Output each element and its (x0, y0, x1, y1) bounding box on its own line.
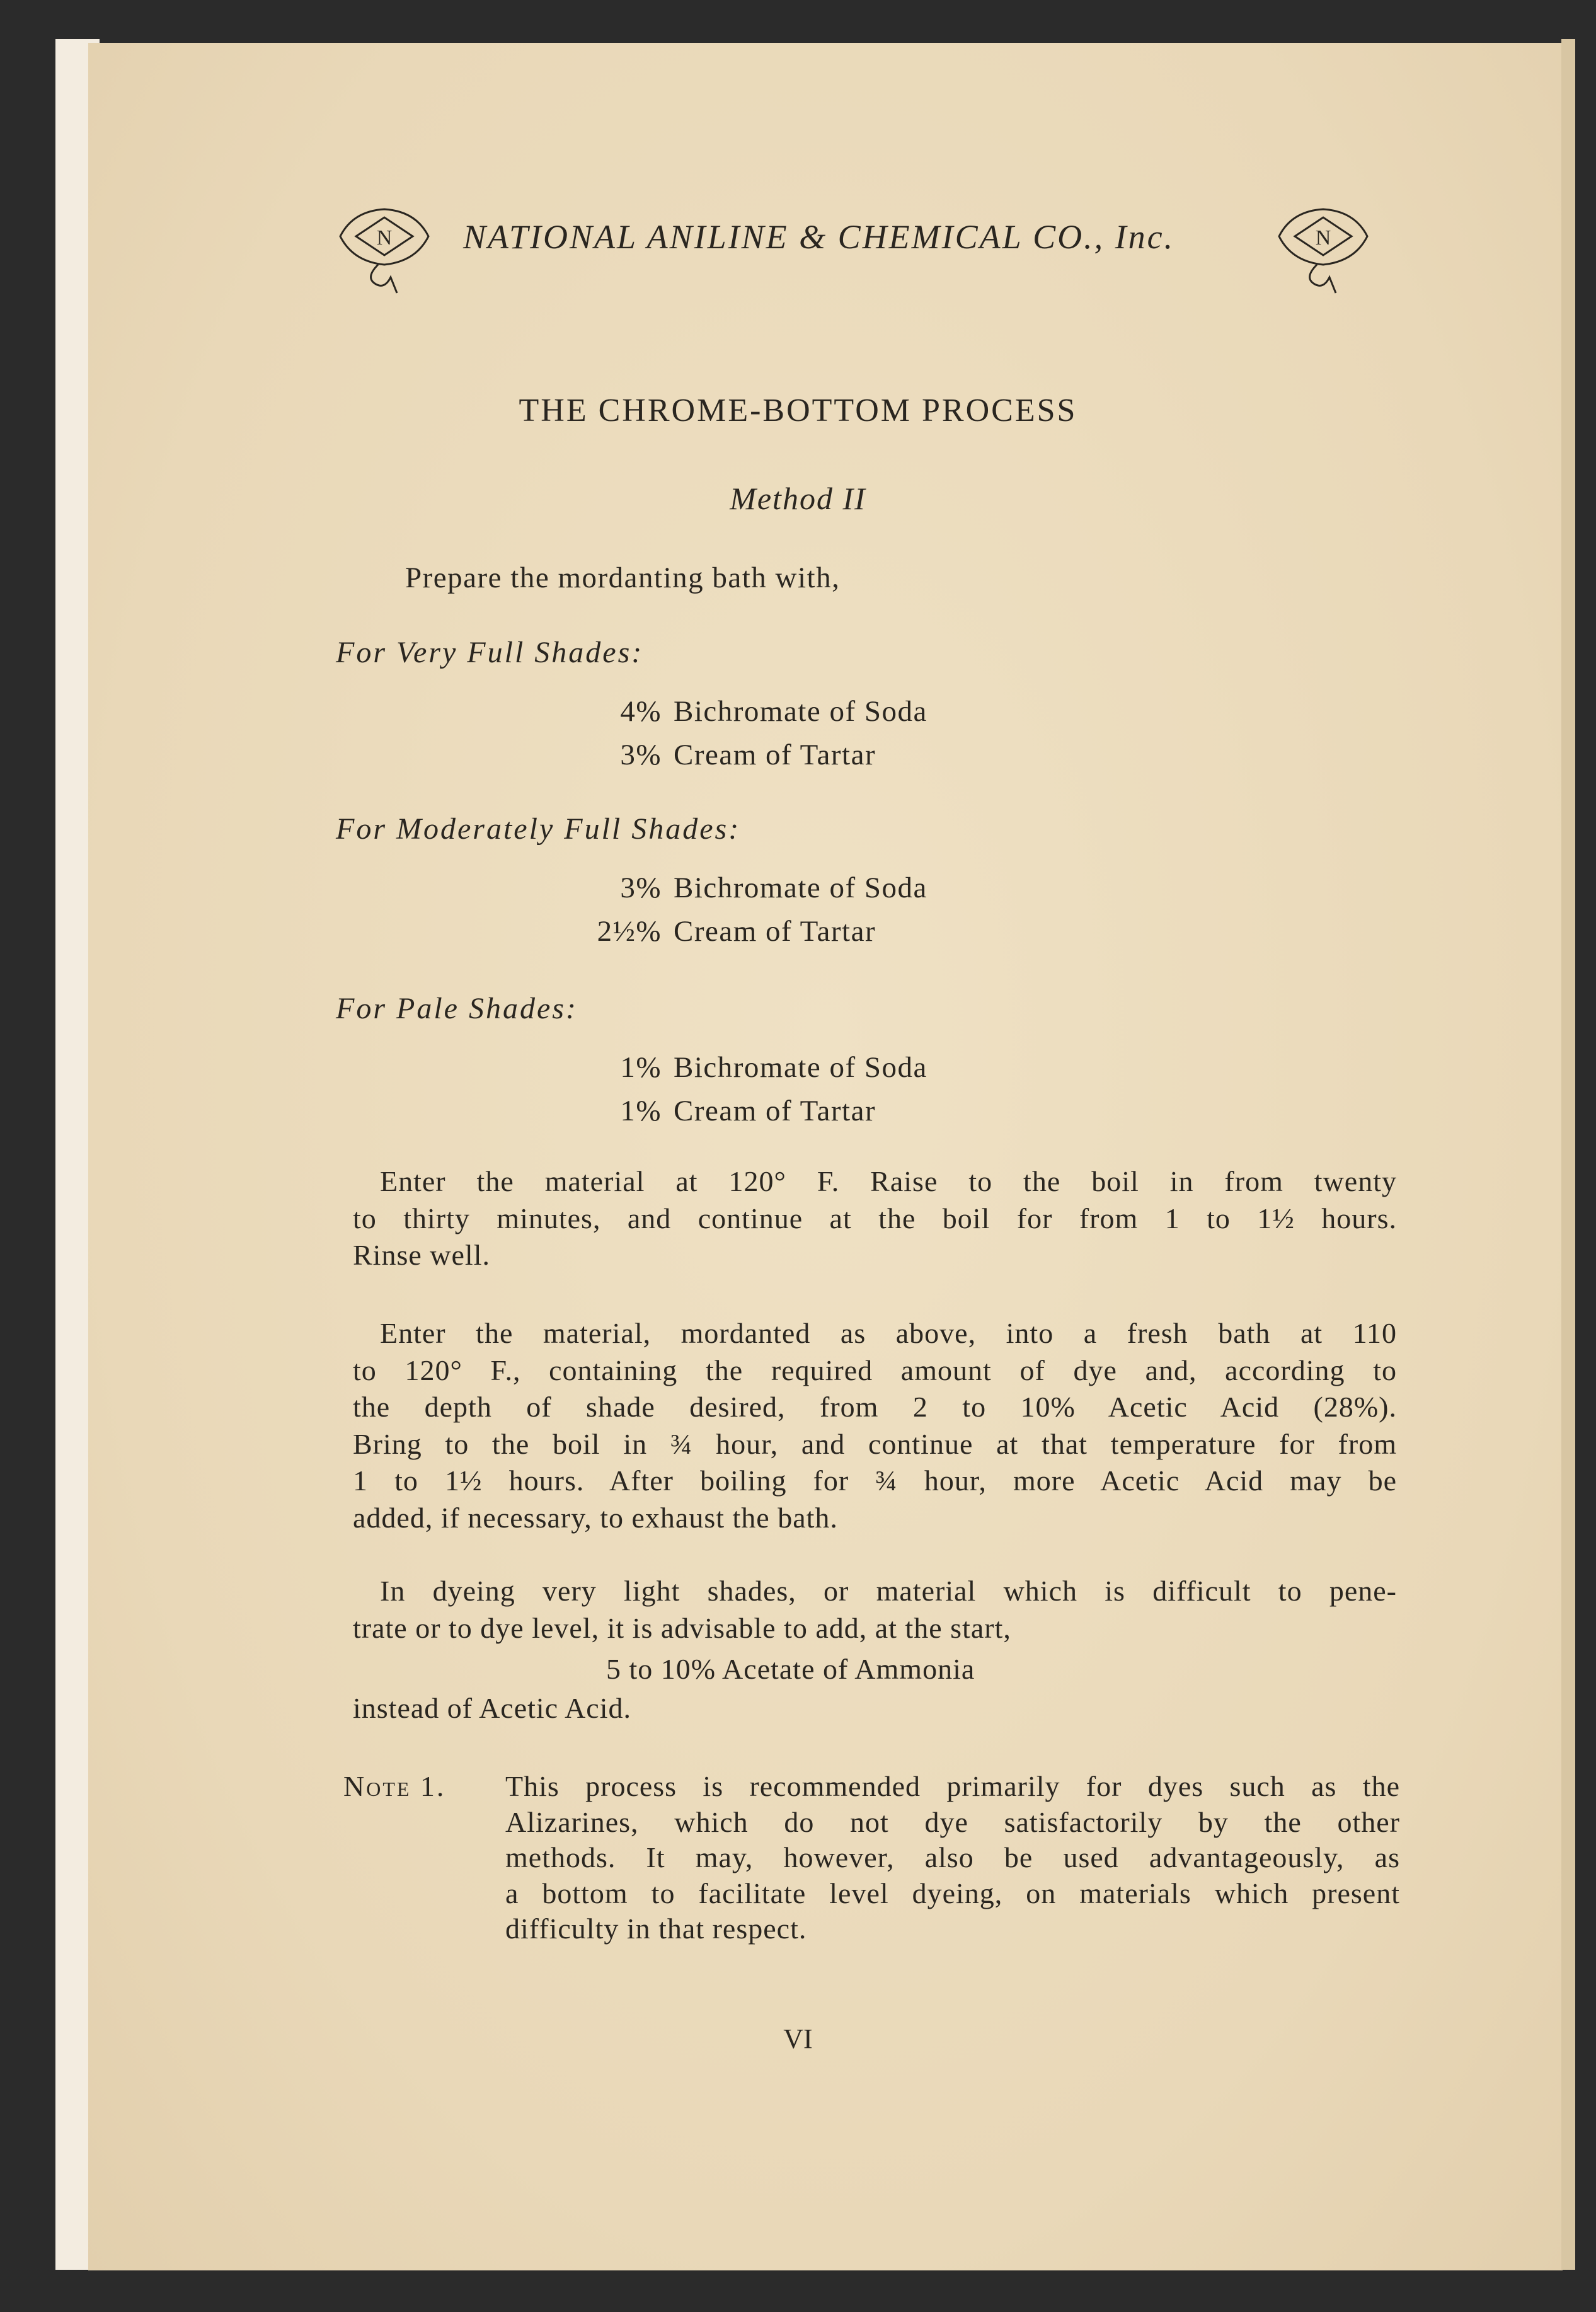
ammonia-line: 5 to 10% Acetate of Ammonia (606, 1653, 975, 1685)
svg-text:N: N (1315, 226, 1331, 250)
note-line: Alizarines, which do not dye satisfactorily by the other (505, 1805, 1400, 1838)
paragraph-line: Enter the material at 120° F. Raise to the boil in from twenty (380, 1165, 1397, 1197)
note-line: This process is recommended primarily for dyes such as the (505, 1770, 1400, 1802)
note-line: a bottom to facilitate level dyeing, on materials which present (505, 1877, 1400, 1909)
ingredient-name: Cream of Tartar (674, 1095, 876, 1127)
paragraph-line: Bring to the boil in ¾ hour, and continue at that temperature for from (353, 1427, 1397, 1460)
ingredient-name: Bichromate of Soda (674, 1051, 927, 1084)
ingredient-percent: 1% (620, 1095, 662, 1127)
ingredient-percent: 1% (620, 1051, 662, 1084)
ingredient-name: Cream of Tartar (674, 739, 876, 771)
national-dyes-logo-right (1266, 202, 1380, 296)
national-dyes-logo-left (328, 202, 441, 296)
recipe-heading: For Moderately Full Shades: (336, 812, 741, 846)
intro-text: Prepare the mordanting bath with, (405, 561, 841, 594)
note-line: difficulty in that respect. (505, 1912, 807, 1945)
paragraph-line: trate or to dye level, it is advisable to add, at the start, (353, 1611, 1011, 1644)
ingredient-name: Cream of Tartar (674, 915, 876, 948)
ingredient-percent: 3% (620, 739, 662, 771)
method-subtitle: Method II (730, 481, 866, 516)
paragraph-line: Enter the material, mordanted as above, into a fresh bath at 110 (380, 1317, 1397, 1349)
paragraph-line: Rinse well. (353, 1239, 490, 1271)
note-line: methods. It may, however, also be used advantageously, as (505, 1841, 1400, 1873)
ingredient-name: Bichromate of Soda (674, 871, 927, 904)
paragraph-line: the depth of shade desired, from 2 to 10% Acetic Acid (28%). (353, 1391, 1397, 1423)
book-page (88, 43, 1563, 2270)
ingredient-percent: 4% (620, 695, 662, 728)
paragraph-line: added, if necessary, to exhaust the bath. (353, 1501, 838, 1534)
recipe-heading: For Very Full Shades: (336, 636, 644, 669)
paragraph-line: In dyeing very light shades, or material which is difficult to pene- (380, 1575, 1397, 1607)
paragraph-line: to thirty minutes, and continue at the boil for from 1 to 1½ hours. (353, 1202, 1397, 1234)
company-header: NATIONAL ANILINE & CHEMICAL CO., Inc. (463, 218, 1175, 256)
paragraph-line: 1 to 1½ hours. After boiling for ¾ hour, more Acetic Acid may be (353, 1464, 1397, 1497)
note-label: Note 1. (343, 1770, 446, 1802)
instead-line: instead of Acetic Acid. (353, 1692, 631, 1724)
ingredient-percent: 3% (620, 871, 662, 904)
svg-text:N: N (376, 226, 393, 250)
ingredient-name: Bichromate of Soda (674, 695, 927, 728)
page-title: THE CHROME-BOTTOM PROCESS (519, 393, 1077, 428)
next-page-edge (1561, 39, 1575, 2270)
recipe-heading: For Pale Shades: (336, 992, 578, 1025)
page-number: VI (783, 2023, 813, 2054)
ingredient-percent: 2½% (597, 915, 662, 948)
paragraph-line: to 120° F., containing the required amount of dye and, according to (353, 1354, 1397, 1386)
